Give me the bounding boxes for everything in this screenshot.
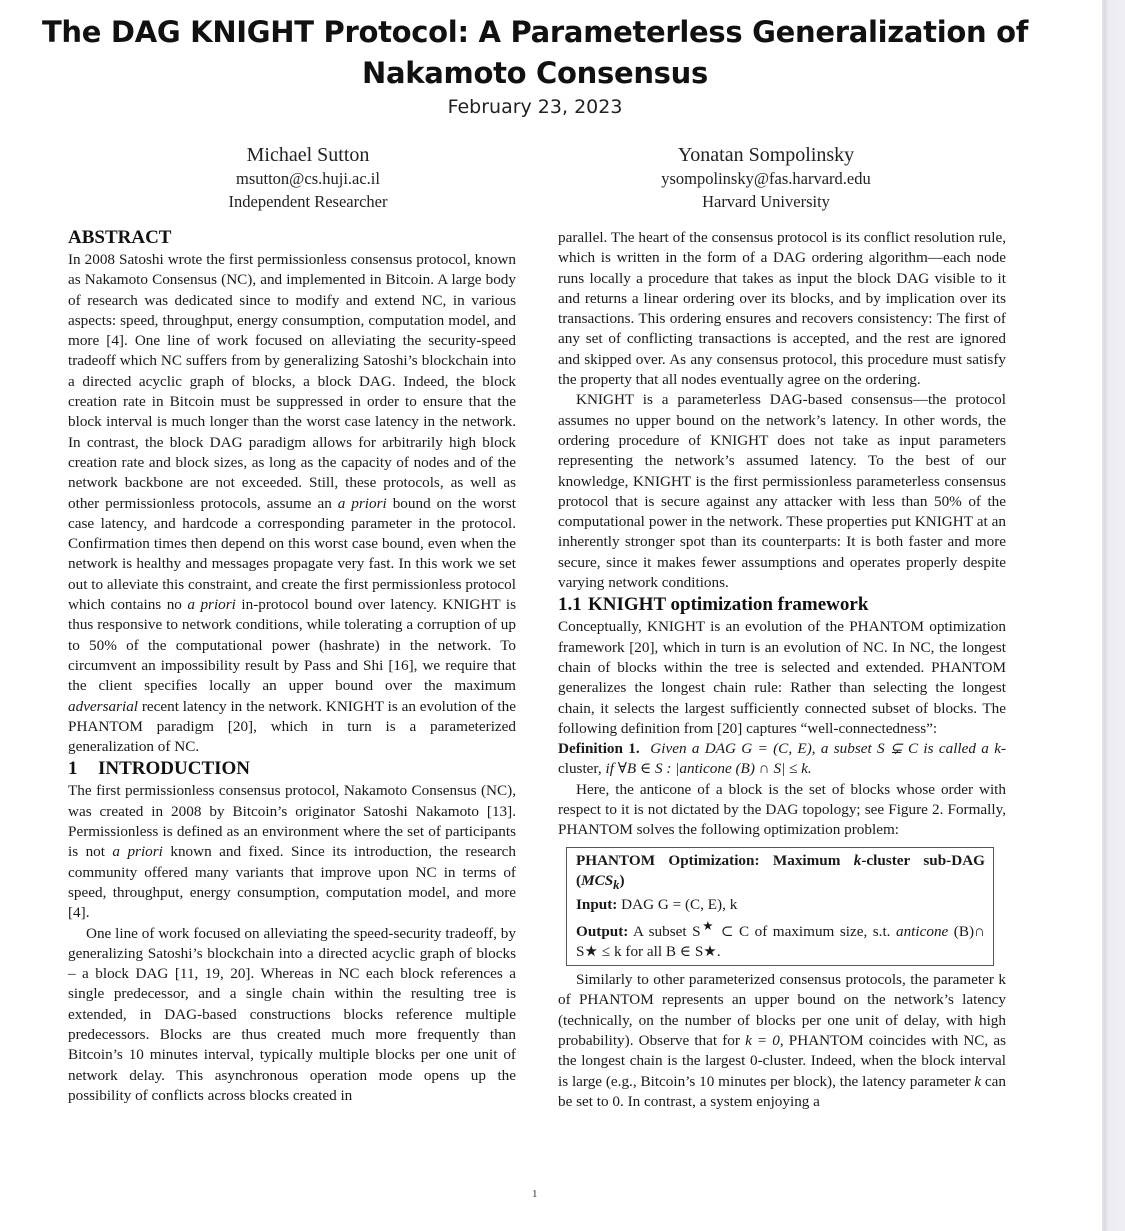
- box-input: Input: DAG G = (C, E), k: [576, 896, 738, 914]
- author-1: [158, 143, 458, 213]
- optimization-problem-box: [566, 847, 994, 967]
- author-name: Michael Sutton: [246, 144, 370, 166]
- author-email: ysompolinsky@fas.harvard.edu: [661, 169, 871, 188]
- definition-1: Definition 1. Given a DAG G = (C, E), a subset S ⊊ C is called a k-cluster, if ∀B ∈ S : |anticone (B) ∩ S| ≤ k.: [558, 740, 1006, 778]
- author-email: msutton@cs.huji.ac.il: [236, 169, 380, 188]
- box-title: PHANTOM Optimization: Maximum k-cluster sub-DAG $(MCS_k)$: [576, 851, 985, 892]
- author-affiliation: Harvard University: [702, 192, 830, 211]
- subsection-paragraph-2: Here, the anticone of a block is the set of blocks whose order with respect to it is not dictated by the DAG topology; see Figure 2. Formally, PHANTOM solves the following optimization problem:: [558, 780, 1006, 839]
- subsection-heading: 1.1 KNIGHT optimization framework: [558, 594, 869, 616]
- abstract-text: In 2008 Satoshi wrote the first permissionless consensus protocol, known as Nakamoto Consensus (NC), and implemented in Bitcoin. A large body of research was dedicated since to modify and extend NC, in various aspects: speed, throughput, energy consumption, computation model, and more [4]. One line of work focused on alleviating the security-speed tradeoff which NC suffers from by generalizing Satoshi’s blockchain into a directed acyclic graph of blocks, a block DAG. Indeed, the block creation rate in Bitcoin must be suppressed in order to ensure that the block interval is much longer than the worst case latency in the network. In contrast, the block DAG paradigm allows for arbitrarily high block creation rate and block sizes, as long as the capacity of nodes and of the network backbone are not exceeded. Still, these protocols, as well as other permissionless protocols, assume an a priori bound on the worst case latency, and hardcode a corresponding parameter in the protocol. Confirmation times then depend on this worst case bound, even when the network is healthy and messages propagate very fast. In this work we set out to alleviate this constraint, and create the first permissionless protocol which contains no a priori in-protocol bound over latency. KNIGHT is thus responsive to network conditions, while tolerating a corruption of up to 50% of the computational power (hashrate) in the network. To circumvent an impossibility result by Pass and Shi [16], we require that the client specifies locally an upper bound over the maximum adversarial recent latency in the network. KNIGHT is an evolution of the PHANTOM paradigm [20], which in turn is a parameterized generalization of NC.: [68, 251, 516, 756]
- left-column: [68, 226, 516, 1106]
- page-edge: [1102, 0, 1125, 1231]
- box-output: Output: A subset S★ ⊂ C of maximum size, s.t. anticone (B)∩ S★ ≤ k for all B ∈ S★.: [576, 918, 985, 960]
- intro-paragraph-2: One line of work focused on alleviating the speed-security tradeoff, by generalizing Satoshi’s blockchain into a directed acyclic graph of blocks – a block DAG [11, 19, 20]. Whereas in NC each block references a single predecessor, and a single chain within the resulting tree is extended, in DAG-based constructions blocks reference multiple predecessors. Blocks are thus created much more frequently than Bitcoin’s 10 minutes interval, typically multiple blocks per one unit of network delay. This asynchronous operation mode opens up the possibility of conflicts across blocks created in: [68, 924, 516, 1104]
- author-affiliation: Independent Researcher: [228, 192, 388, 211]
- subsection-paragraph-3: Similarly to other parameterized consensus protocols, the parameter k of PHANTOM represents an upper bound on the network’s latency (technically, on the number of blocks per one unit of delay, with high probability). Observe that for k = 0, PHANTOM coincides with NC, as the longest chain is the largest 0-cluster. Indeed, when the block interval is large (e.g., Bitcoin’s 10 minutes per block), the latency parameter k can be set to 0. In contrast, a system enjoying a: [558, 971, 1006, 1110]
- paper-date: February 23, 2023: [447, 96, 623, 118]
- right-column: [558, 228, 1006, 1112]
- abstract-heading: ABSTRACT: [68, 227, 172, 248]
- introduction-heading: 1 INTRODUCTION: [68, 758, 251, 780]
- author-name: Yonatan Sompolinsky: [677, 144, 855, 166]
- intro-paragraph-2-continued: parallel. The heart of the consensus protocol is its conflict resolution rule, which is written in the form of a DAG ordering algorithm—each node runs locally a procedure that takes as input the block DAG visible to it and returns a linear ordering over its blocks, and by implication over its transactions. This ordering ensures and recovers consistency: The first of any set of conflicting transactions is accepted, and the rest are ignored and skipped over. As any consensus protocol, this procedure must satisfy the property that all nodes eventually agree on the ordering.: [558, 229, 1006, 389]
- author-2: [616, 143, 916, 213]
- intro-paragraph-1: The first permissionless consensus protocol, Nakamoto Consensus (NC), was created in 2008 by Bitcoin’s originator Satoshi Nakamoto [13]. Permissionless is defined as an environment where the set of participants is not a priori known and fixed. Since its introduction, the research community offered many variants that improve upon NC in terms of speed, throughput, energy consumption, computation model, and more [4].: [68, 782, 516, 922]
- page-number: 1: [532, 1188, 538, 1200]
- intro-paragraph-3: KNIGHT is a parameterless DAG-based consensus—the protocol assumes no upper bound on the network’s latency. In other words, the ordering procedure of KNIGHT does not take as input parameters representing the network’s assumed latency. To the best of our knowledge, KNIGHT is the first permissionless parameterless consensus protocol that is secure against any attacker with less than 50% of the computational power in the network. These properties put KNIGHT at an inherently stronger spot than its counterparts: It is both faster and more secure, since it makes fewer assumptions and operates properly despite varying network conditions.: [558, 391, 1006, 592]
- paper-title: The DAG KNIGHT Protocol: A Parameterless Generalization of Nakamoto Consensus: [41, 15, 1029, 90]
- subsection-paragraph-1: Conceptually, KNIGHT is an evolution of the PHANTOM optimization framework [20], which in turn is an evolution of NC. In NC, the longest chain of blocks within the tree is selected and extended. PHANTOM generalizes the longest chain rule: Rather than selecting the longest chain, it selects the largest sufficiently connected subset of blocks. The following definition from [20] captures “well-connectedness”:: [558, 618, 1006, 737]
